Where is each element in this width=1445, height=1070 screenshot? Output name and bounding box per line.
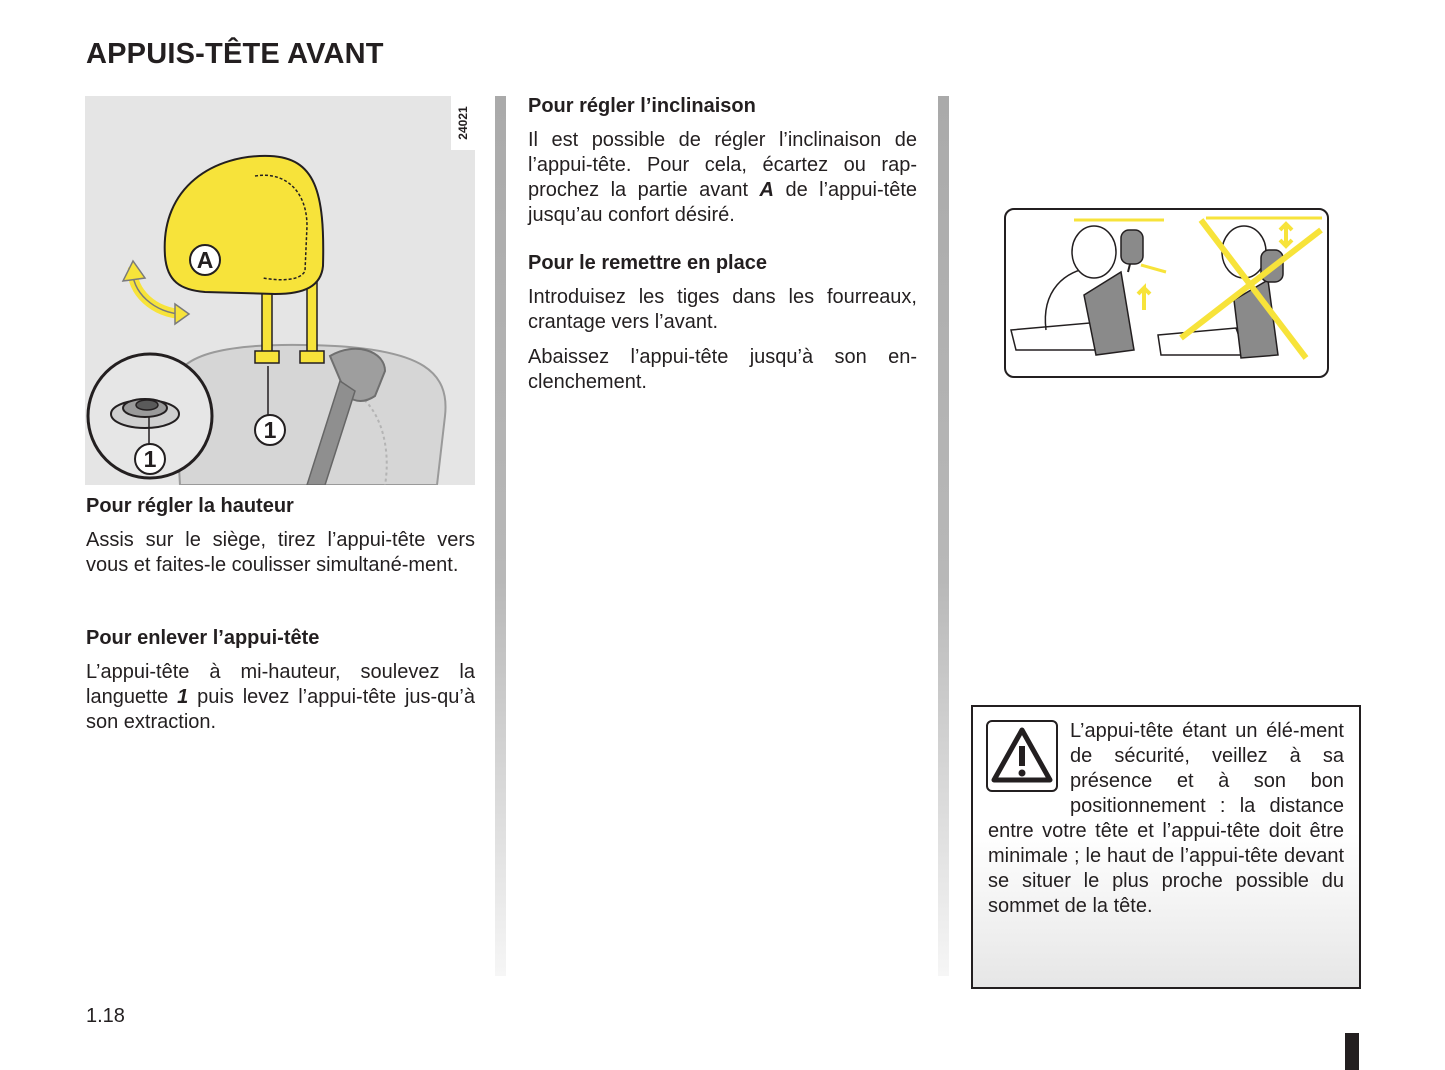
section-text: Introduisez les tiges dans les fourreaux, crantage vers l’avant. [528,286,917,333]
column-divider [495,96,506,976]
column-divider [938,96,949,976]
section-text: Il est possible de régler l’inclinaison de l’appui-tête. Pour cela, écartez ou rap-prochez la partie avant A de l’appui-tête jusqu’au confort désiré. [528,129,917,226]
section-title: Pour enlever l’appui-tête [86,627,320,649]
headrest-illustration [85,96,475,485]
reference-1: 1 [177,686,189,708]
callout-a: A [189,244,221,276]
section-text: Abaissez l’appui-tête jusqu’à son en-clenchement. [528,346,917,393]
section-text: L’appui-tête à mi-hauteur, soulevez la languette 1 puis levez l’appui-tête jus-qu’à son extraction. [86,661,475,733]
page-title: APPUIS-TÊTE AVANT [86,38,384,70]
reference-a: A [759,179,774,201]
section-tilt [528,94,917,238]
section-title: Pour régler la hauteur [86,495,294,517]
warning-box [971,705,1361,989]
callout-1-detail: 1 [134,443,166,475]
warning-text: L’appui-tête étant un élé-ment de sécurité, veillez à sa présence et à son bon positionnement : la distance entre votre tête et l’appui-tête doit être minimale ; le haut de l’appui-tête devant se situer le plus proche possible du sommet de la tête. [988,720,1344,917]
thumb-index-mark [1345,1033,1359,1070]
section-title: Pour le remettre en place [528,252,767,274]
section-height [86,494,475,588]
section-text: Assis sur le siège, tirez l’appui-tête vers vous et faites-le coulisser simultané-ment. [86,529,475,576]
positioning-illustration [1004,208,1329,378]
positioning-drawing [1006,210,1327,376]
section-remove [86,626,475,745]
page-number: 1.18 [86,1005,125,1027]
callout-1: 1 [254,414,286,446]
figure-reference: 24021 [451,96,475,150]
section-refit [528,251,917,405]
section-title: Pour régler l’inclinaison [528,95,756,117]
